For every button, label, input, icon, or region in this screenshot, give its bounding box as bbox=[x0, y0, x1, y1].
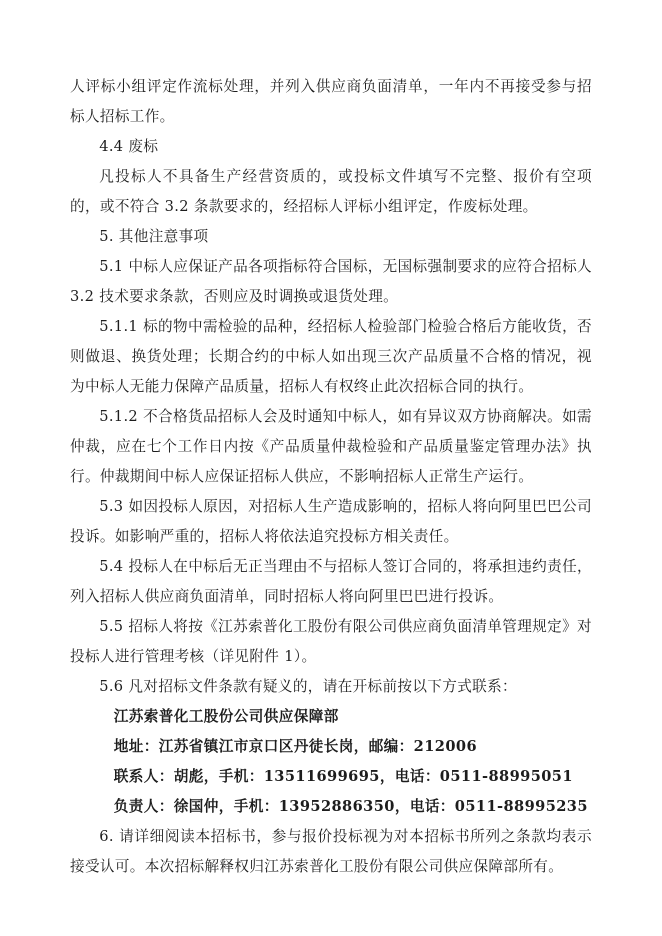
document-body bbox=[70, 72, 592, 882]
paragraph-5-5: 5.5 招标人将按《江苏索普化工股份有限公司供应商负面清单管理规定》对投标人进行管理考核（详见附件 1）。 bbox=[70, 618, 592, 665]
paragraph-5-3: 5.3 如因投标人原因，对招标人生产造成影响的，招标人将向阿里巴巴公司投诉。如影响严重的，招标人将依法追究投标方相关责任。 bbox=[70, 498, 592, 545]
heading-5: 5. 其他注意事项 bbox=[99, 228, 209, 245]
contact-address: 地址：江苏省镇江市京口区丹徒长岗，邮编：212006 bbox=[113, 738, 477, 755]
paragraph-5-1-2: 5.1.2 不合格货品招标人会及时通知中标人，如有异议双方协商解决。如需仲裁，应在七个工作日内按《产品质量仲裁检验和产品质量鉴定管理办法》执行。仲裁期间中标人应保证招标人供应，不影响招标人正常生产运行。 bbox=[70, 408, 592, 485]
contact-department: 江苏索普化工股份公司供应保障部 bbox=[113, 708, 339, 725]
paragraph-4-4-body: 凡投标人不具备生产经营资质的，或投标文件填写不完整、报价有空项的，或不符合 3.2 条款要求的，经招标人评标小组评定，作废标处理。 bbox=[70, 168, 592, 215]
contact-manager: 负责人：徐国仲，手机：13952886350，电话：0511-88995235 bbox=[113, 798, 588, 815]
paragraph-5-4: 5.4 投标人在中标后无正当理由不与招标人签订合同的，将承担违约责任，列入招标人供应商负面清单，同时招标人将向阿里巴巴进行投诉。 bbox=[70, 558, 592, 605]
paragraph-5-1: 5.1 中标人应保证产品各项指标符合国标，无国标强制要求的应符合招标人 3.2 技术要求条款，否则应及时调换或退货处理。 bbox=[70, 258, 592, 305]
paragraph-5-1-1: 5.1.1 标的物中需检验的品种，经招标人检验部门检验合格后方能收货，否则做退、换货处理；长期合约的中标人如出现三次产品质量不合格的情况，视为中标人无能力保障产品质量，招标人有权终止此次招标合同的执行。 bbox=[70, 318, 592, 395]
heading-4-4: 4.4 废标 bbox=[99, 138, 159, 155]
paragraph-continuation-4-3: 人评标小组评定作流标处理，并列入供应商负面清单，一年内不再接受参与招标人招标工作。 bbox=[70, 78, 592, 125]
contact-person: 联系人：胡彪，手机：13511699695，电话：0511-88995051 bbox=[113, 768, 573, 785]
paragraph-5-6: 5.6 凡对招标文件条款有疑义的，请在开标前按以下方式联系： bbox=[99, 678, 517, 695]
paragraph-6: 6. 请详细阅读本招标书，参与报价投标视为对本招标书所列之条款均表示接受认可。本次招标解释权归江苏索普化工股份有限公司供应保障部所有。 bbox=[70, 828, 592, 875]
